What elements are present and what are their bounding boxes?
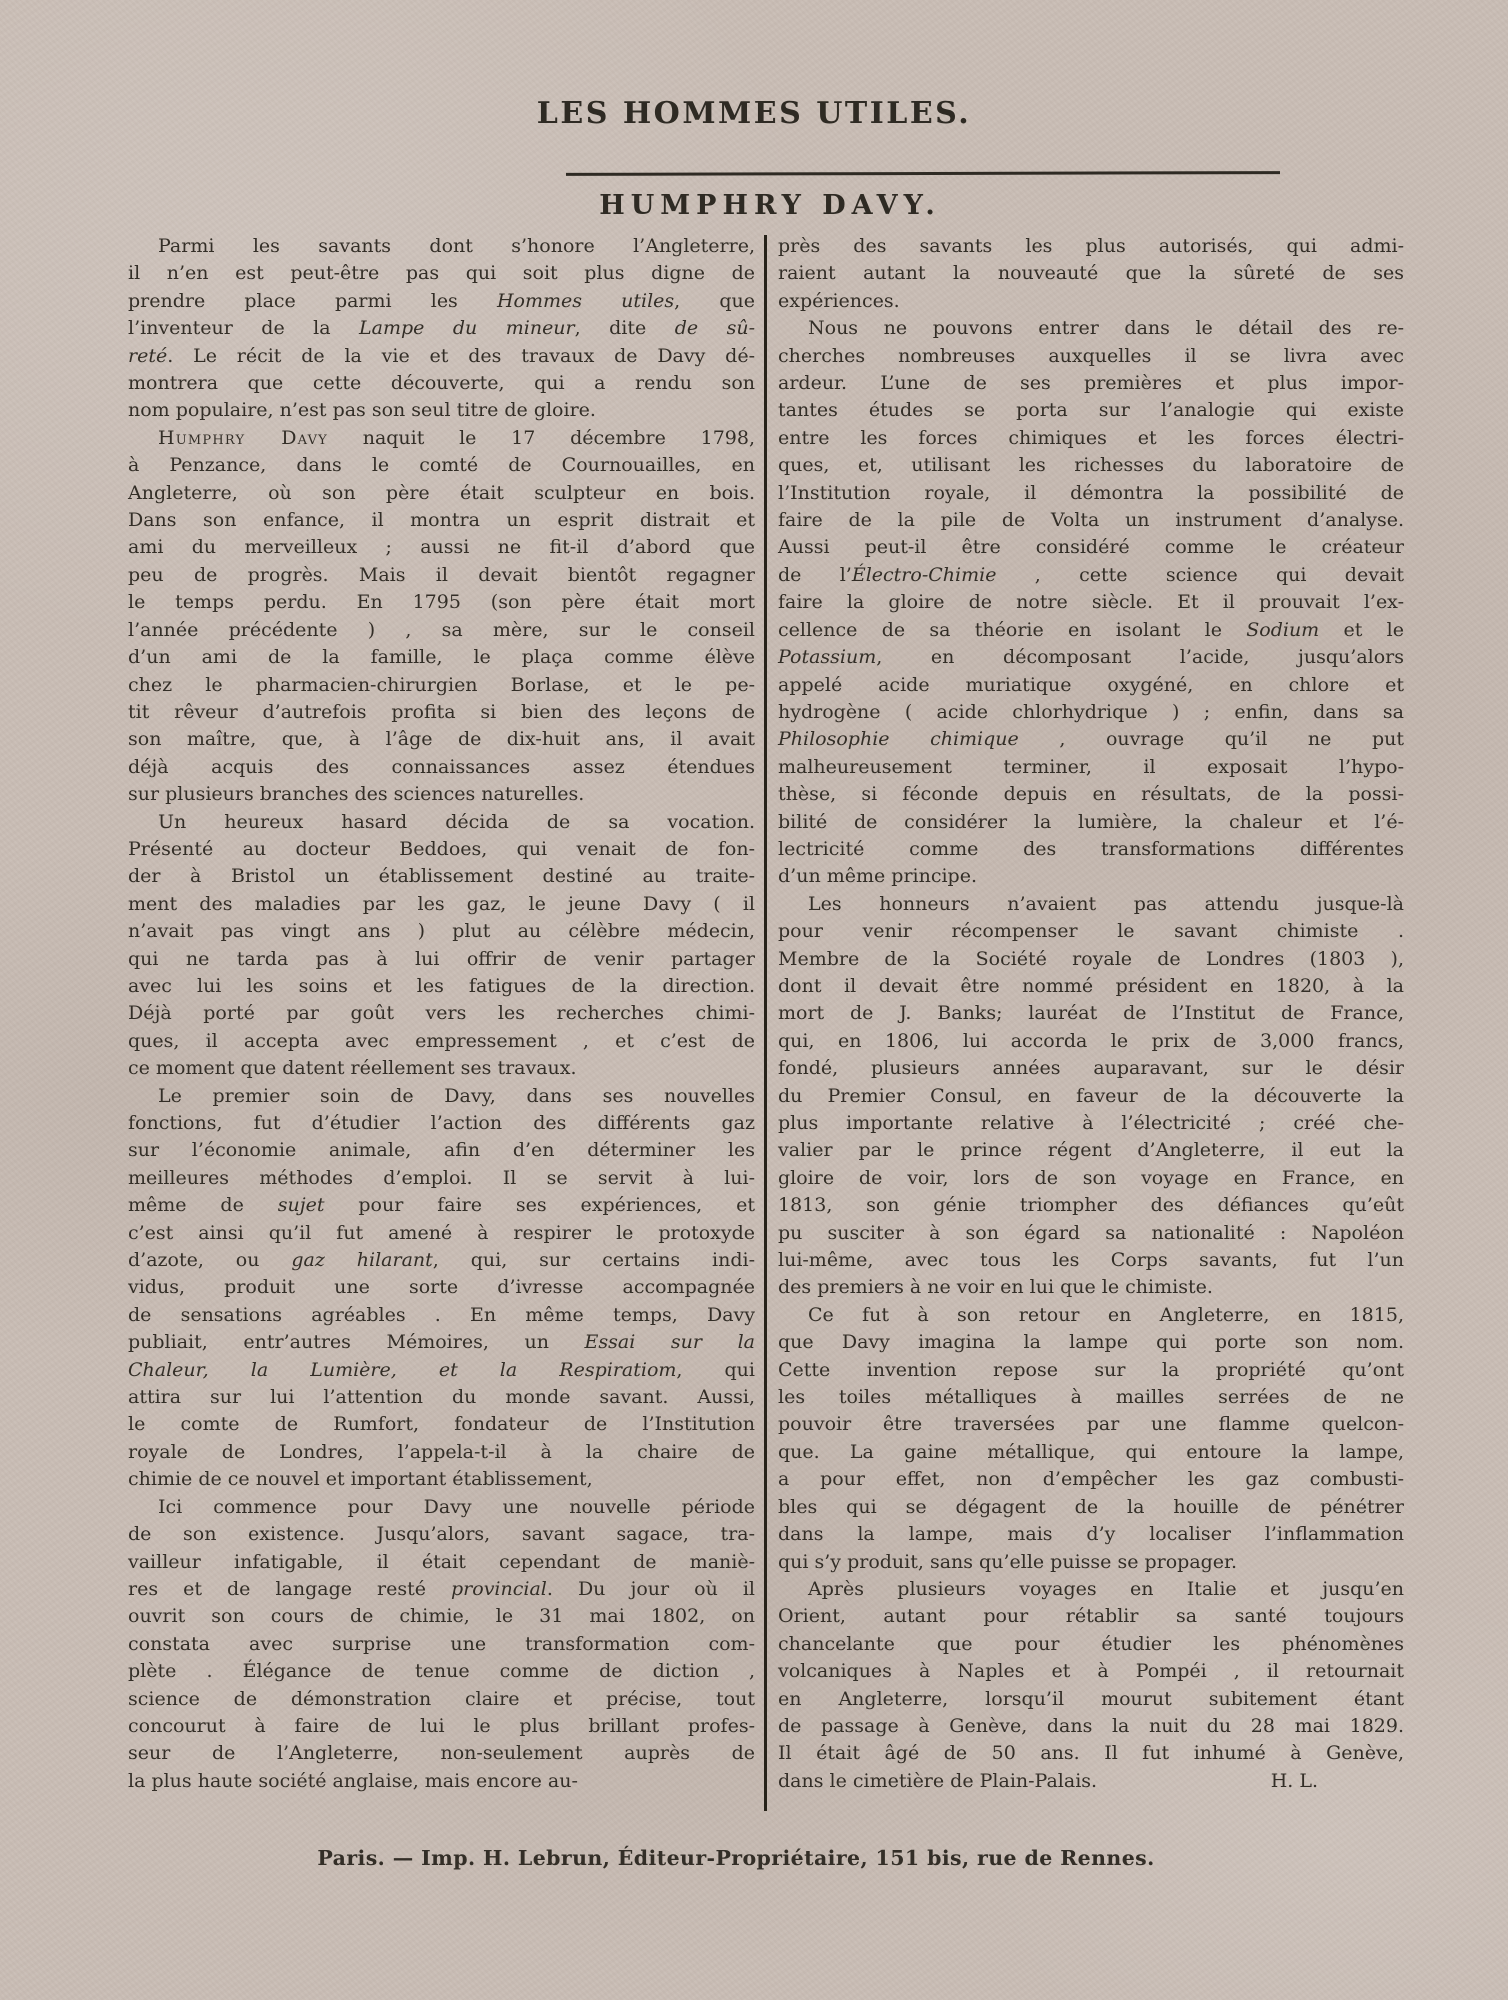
text-line: le temps perdu. En 1795 (son père était mort [128, 591, 755, 614]
text-line: son maître, que, à l’âge de dix-huit ans, il avait [128, 728, 755, 751]
text-line: Orient, autant pour rétablir sa santé toujours [778, 1605, 1404, 1628]
italic-text: Essai sur la [584, 1331, 755, 1354]
text-line: a pour effet, non d’empêcher les gaz combusti- [778, 1468, 1404, 1491]
paragraph [778, 233, 1404, 315]
text-line: montrera que cette découverte, qui a rendu son [128, 372, 755, 395]
text-line: ques, et, utilisant les richesses du laboratoire de [778, 454, 1404, 477]
text-line: Nous ne pouvons entrer dans le détail des re- [808, 317, 1404, 340]
text-line: chez le pharmacien-chirurgien Borlase, et le pe- [128, 673, 755, 696]
text-line: qui s’y produit, sans qu’elle puisse se propager. [778, 1550, 1238, 1573]
text-line: publiait, entr’autres Mémoires, un Essai sur la [128, 1331, 755, 1354]
italic-text: de sû- [674, 317, 755, 340]
italic-text: Sodium [1246, 618, 1320, 641]
paragraph [128, 1494, 755, 1795]
text-line: la plus haute société anglaise, mais encore au- [128, 1769, 578, 1792]
text-line: même de sujet pour faire ses expériences, et [128, 1194, 755, 1217]
text-line: mort de J. Banks; lauréat de l’Institut de France, [778, 1002, 1404, 1025]
text-line: l’année précédente ) , sa mère, sur le conseil [128, 618, 755, 641]
text-line: ouvrit son cours de chimie, le 31 mai 1802, on [128, 1605, 755, 1628]
text-line: vidus, produit une sorte d’ivresse accompagnée [128, 1276, 755, 1299]
text-line: dont il devait être nommé président en 1820, à la [778, 974, 1404, 997]
text-line: sur plusieurs branches des sciences naturelles. [128, 783, 585, 806]
article-title: HUMPHRY DAVY. [599, 190, 941, 221]
right-column [778, 233, 1404, 1811]
text-line: tantes études se porta sur l’analogie qui existe [778, 399, 1404, 422]
italic-text: Philosophie chimique [778, 728, 1019, 751]
text-line: d’un même principe. [778, 865, 977, 888]
text-line: valier par le prince régent d’Angleterre, il eut la [778, 1139, 1404, 1162]
text-line: le comte de Rumfort, fondateur de l’Institution [128, 1413, 755, 1436]
text-line: expériences. [778, 289, 900, 312]
paragraph [128, 425, 755, 809]
text-line: appelé acide muriatique oxygéné, en chlore et [778, 673, 1404, 696]
text-line: qui, en 1806, lui accorda le prix de 3,000 francs, [778, 1029, 1404, 1052]
text-line: constata avec surprise une transformation com- [128, 1632, 755, 1655]
text-line: sur l’économie animale, afin d’en déterminer les [128, 1139, 755, 1162]
text-line: 1813, son génie triompher des défiances qu’eût [778, 1194, 1404, 1217]
paragraph [128, 809, 755, 1083]
text-line: de l’Électro-Chimie , cette science qui devait [778, 563, 1404, 586]
text-line: c’est ainsi qu’il fut amené à respirer le protoxyde [128, 1221, 755, 1244]
text-line: à Penzance, dans le comté de Cournouailles, en [128, 454, 755, 477]
italic-text: Chaleur, la Lumière, et la Respiratiom [128, 1358, 677, 1381]
text-line: qui ne tarda pas à lui offrir de venir partager [128, 947, 755, 970]
text-line: bles qui se dégagent de la houille de pénétrer [778, 1495, 1404, 1518]
text-line: Les honneurs n’avaient pas attendu jusque-là [808, 892, 1404, 915]
paragraph [778, 1302, 1404, 1576]
paragraph [778, 315, 1404, 891]
text-line: Aussi peut-il être considéré comme le créateur [778, 536, 1404, 559]
text-line: ardeur. L’une de ses premières et plus impor- [778, 372, 1404, 395]
text-line: der à Bristol un établissement destiné au traite- [128, 865, 755, 888]
imprint-line: Paris. — Imp. H. Lebrun, Éditeur-Propriétaire, 151 bis, rue de Rennes. [317, 1846, 1155, 1870]
text-line: Membre de la Société royale de Londres (1803 ), [778, 947, 1404, 970]
paragraph [128, 1083, 755, 1494]
small-caps-name: Humphry Davy [158, 426, 328, 449]
text-line: lectricité comme des transformations différentes [778, 837, 1404, 860]
text-line: cherches nombreuses auxquelles il se livra avec [778, 344, 1404, 367]
text-line: science de démonstration claire et précise, tout [128, 1687, 755, 1710]
text-line: les toiles métalliques à mailles serrées de ne [778, 1386, 1404, 1409]
text-line: Le premier soin de Davy, dans ses nouvelles [158, 1084, 755, 1107]
text-line: d’un ami de la famille, le plaça comme élève [128, 646, 755, 669]
text-line: que. La gaine métallique, qui entoure la lampe, [778, 1440, 1404, 1463]
text-line: Potassium, en décomposant l’acide, jusqu’alors [778, 646, 1404, 669]
text-line: vailleur infatigable, il était cependant de maniè- [128, 1550, 755, 1573]
text-line: ques, il accepta avec empressement , et c’est de [128, 1029, 755, 1052]
text-line: pour venir récompenser le savant chimiste . [778, 920, 1404, 943]
paragraph [778, 1576, 1404, 1795]
masthead-title: LES HOMMES UTILES. [536, 96, 972, 131]
article-body [128, 233, 1404, 1811]
paragraph [128, 233, 755, 425]
text-line: plus importante relative à l’électricité ; créé che- [778, 1112, 1404, 1134]
text-line: peu de progrès. Mais il devait bientôt regagner [128, 563, 755, 586]
text-line: avec lui les soins et les fatigues de la direction. [128, 974, 755, 997]
text-line: prendre place parmi les Hommes utiles, que [128, 289, 755, 312]
author-initials: H. L. [1270, 1769, 1318, 1792]
text-line: de passage à Genève, dans la nuit du 28 mai 1829. [778, 1714, 1404, 1737]
text-line: ce moment que datent réellement ses travaux. [128, 1057, 577, 1080]
text-line [778, 1768, 1404, 1795]
text-line: du Premier Consul, en faveur de la découverte la [778, 1084, 1404, 1107]
text-line: ment des maladies par les gaz, le jeune Davy ( il [128, 892, 755, 915]
text-line: entre les forces chimiques et les forces électri- [778, 426, 1404, 449]
italic-text: Électro-Chimie [851, 563, 997, 586]
text-line: l’Institution royale, il démontra la possibilité de [778, 481, 1404, 504]
text-line: seur de l’Angleterre, non-seulement auprès de [128, 1742, 755, 1765]
text-line: des premiers à ne voir en lui que le chimiste. [778, 1276, 1213, 1299]
text-line: faire la gloire de notre siècle. Et il prouvait l’ex- [778, 591, 1404, 614]
text-line: chimie de ce nouvel et important établissement, [128, 1468, 593, 1491]
text-line: déjà acquis des connaissances assez étendues [128, 755, 755, 778]
text-line: fondé, plusieurs années auparavant, sur le désir [778, 1057, 1404, 1080]
text-line: Un heureux hasard décida de sa vocation. [158, 810, 755, 833]
text-line: pouvoir être traversées par une flamme quelcon- [778, 1413, 1404, 1436]
text-line: gloire de voir, lors de son voyage en France, en [778, 1166, 1404, 1189]
left-column [128, 233, 755, 1811]
text-line: Humphry Davy naquit le 17 décembre 1798, [158, 426, 755, 449]
text-line: que Davy imagina la lampe qui porte son nom. [778, 1331, 1404, 1354]
paragraph [778, 891, 1404, 1302]
text-line: bilité de considérer la lumière, la chaleur et l’é- [778, 810, 1404, 833]
masthead-rule [566, 171, 1280, 176]
text-line: chancelante que pour étudier les phénomènes [778, 1632, 1404, 1655]
italic-text: gaz hilarant [291, 1249, 433, 1272]
text-line: Après plusieurs voyages en Italie et jusqu’en [808, 1577, 1404, 1600]
text-line: pu susciter à son égard sa nationalité : Napoléon [778, 1221, 1404, 1244]
text-line: Dans son enfance, il montra un esprit distrait et [128, 509, 755, 532]
text-line: Parmi les savants dont s’honore l’Angleterre, [158, 235, 755, 257]
text-line: Présenté au docteur Beddoes, qui venait de fon- [128, 837, 755, 860]
text-line: Déjà porté par goût vers les recherches chimi- [128, 1002, 755, 1025]
text-line: lui-même, avec tous les Corps savants, fut l’un [778, 1249, 1404, 1272]
text-line: thèse, si féconde depuis en résultats, de la possi- [778, 783, 1404, 806]
text-line: Il était âgé de 50 ans. Il fut inhumé à Genève, [778, 1742, 1404, 1765]
text-line: il n’en est peut-être pas qui soit plus digne de [128, 262, 755, 285]
text-line: fonctions, fut d’étudier l’action des différents gaz [128, 1112, 755, 1134]
italic-text: Potassium [778, 646, 877, 669]
text-line: ami du merveilleux ; aussi ne fit-il d’abord que [128, 536, 755, 559]
text-line: Ici commence pour Davy une nouvelle période [158, 1495, 755, 1518]
column-divider-rule [764, 235, 767, 1811]
text-line: Angleterre, où son père était sculpteur en bois. [128, 481, 755, 504]
text-line: attira sur lui l’attention du monde savant. Aussi, [128, 1386, 755, 1409]
text-line: plète . Élégance de tenue comme de diction , [128, 1660, 755, 1683]
text-line: d’azote, ou gaz hilarant, qui, sur certains indi- [128, 1249, 755, 1272]
text-line: cellence de sa théorie en isolant le Sodium et le [778, 618, 1404, 641]
text-line: volcaniques à Naples et à Pompéi , il retournait [778, 1660, 1404, 1683]
text-line: tit rêveur d’autrefois profita si bien des leçons de [128, 700, 755, 723]
text-line: reté. Le récit de la vie et des travaux de Davy dé- [128, 344, 755, 367]
text-line: raient autant la nouveauté que la sûreté de ses [778, 262, 1404, 285]
text-line: n’avait pas vingt ans ) plut au célèbre médecin, [128, 920, 755, 943]
italic-text: provincial [451, 1577, 547, 1600]
text-line: meilleures méthodes d’emploi. Il se servit à lui- [128, 1166, 755, 1189]
text-line: faire de la pile de Volta un instrument d’analyse. [778, 509, 1404, 532]
text-line: malheureusement terminer, il exposait l’hypo- [778, 755, 1404, 778]
text-line: dans la lampe, mais d’y localiser l’inflammation [778, 1523, 1404, 1546]
text-line: hydrogène ( acide chlorhydrique ) ; enfin, dans sa [778, 700, 1404, 723]
text-line: nom populaire, n’est pas son seul titre de gloire. [128, 399, 596, 422]
text-line: près des savants les plus autorisés, qui admi- [778, 235, 1404, 257]
line-fragment: dans le cimetière de Plain-Palais. [778, 1769, 1098, 1792]
text-line: Ce fut à son retour en Angleterre, en 1815, [808, 1303, 1404, 1326]
text-line: concourut à faire de lui le plus brillant profes- [128, 1714, 755, 1737]
italic-text: sujet [277, 1194, 325, 1217]
text-line: Chaleur, la Lumière, et la Respiratiom, qui [128, 1358, 755, 1381]
italic-text: Hommes utiles [496, 289, 675, 312]
text-line: Philosophie chimique , ouvrage qu’il ne put [778, 728, 1404, 751]
text-line: res et de langage resté provincial. Du jour où il [128, 1577, 755, 1600]
text-line: royale de Londres, l’appela-t-il à la chaire de [128, 1440, 755, 1463]
text-line: Cette invention repose sur la propriété qu’ont [778, 1358, 1404, 1381]
text-line: en Angleterre, lorsqu’il mourut subitement étant [778, 1687, 1404, 1710]
italic-text: Lampe du mineur [359, 317, 575, 340]
italic-text: reté [128, 344, 168, 367]
text-line: de son existence. Jusqu’alors, savant sagace, tra- [128, 1523, 755, 1546]
text-line: l’inventeur de la Lampe du mineur, dite de sû- [128, 317, 755, 340]
text-line: de sensations agréables . En même temps, Davy [128, 1303, 755, 1326]
